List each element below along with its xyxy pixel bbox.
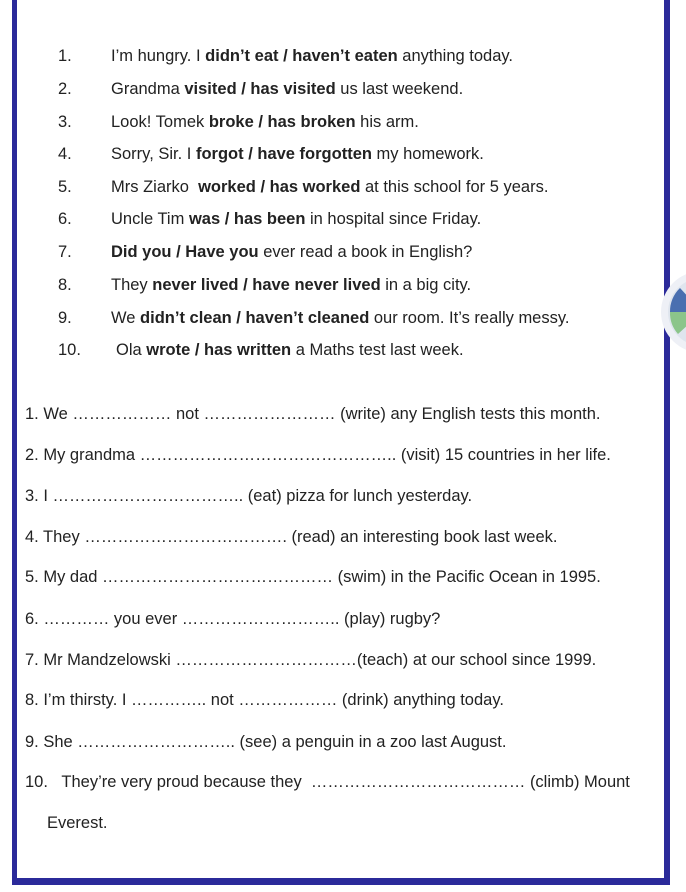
fill-in-item[interactable]: 3. I …………………………….. (eat) pizza for lunch yesterday. [25,487,473,505]
fill-in-item[interactable]: 2. My grandma ……………………………………….. (visit) 15 countries in her life. [25,446,611,464]
sentence: Sorry, Sir. I forgot / have forgotten my homework. [111,145,484,163]
item-number: 7. [58,243,72,261]
fill-in-item[interactable]: 7. Mr Mandzelowski ……………………………(teach) at our school since 1999. [25,651,597,669]
fill-in-item[interactable]: 8. I’m thirsty. I ………….. not ……………… (drink) anything today. [25,691,504,709]
choice-options[interactable]: forgot / have forgotten [195,145,372,163]
sentence: We didn’t clean / haven’t cleaned our room. It’s really messy. [111,309,570,327]
sentence: Look! Tomek broke / has broken his arm. [111,113,419,131]
choice-options[interactable]: visited / has visited [184,80,336,98]
sentence: They never lived / have never lived in a big city. [111,276,472,294]
item-number: 3. [58,113,72,131]
sentence: I’m hungry. I didn’t eat / haven’t eaten anything today. [111,47,513,65]
fill-in-item[interactable]: 9. She ……………………….. (see) a penguin in a zoo last August. [25,733,507,751]
sentence: Did you / Have you ever read a book in English? [111,243,473,261]
item-number: 1. [58,47,72,65]
item-number: 5. [58,178,72,196]
choice-options[interactable]: broke / has broken [208,113,356,131]
choice-options[interactable]: never lived / have never lived [152,276,381,294]
choice-options[interactable]: Did you / Have you [111,243,259,261]
page-border-bottom [12,878,670,885]
choice-options[interactable]: worked / has worked [198,178,361,196]
choice-options[interactable]: didn’t clean / haven’t cleaned [140,309,370,327]
decorative-circle-graphic [660,270,686,354]
sentence: Mrs Ziarko worked / has worked at this school for 5 years. [111,178,549,196]
fill-in-item[interactable]: 4. They ………………………………. (read) an interesting book last week. [25,528,558,546]
fill-in-item[interactable]: 6. ………… you ever ……………………….. (play) rugby? [25,610,441,628]
item-number: 9. [58,309,72,327]
item-number: 6. [58,210,72,228]
fill-in-item[interactable]: 5. My dad …………………………………… (swim) in the Pacific Ocean in 1995. [25,568,601,586]
item-number: 8. [58,276,72,294]
fill-in-item-continuation: Everest. [47,814,108,832]
choice-options[interactable]: didn’t eat / haven’t eaten [205,47,398,65]
sentence: Uncle Tim was / has been in hospital since Friday. [111,210,482,228]
page-border-right [664,0,670,885]
fill-in-item[interactable]: 10. They’re very proud because they ………………………………… (climb) Mount [25,773,630,791]
item-number: 10. [58,341,81,359]
choice-options[interactable]: wrote / has written [146,341,292,359]
choice-options[interactable]: was / has been [188,210,306,228]
fill-in-item[interactable]: 1. We ……………… not …………………… (write) any English tests this month. [25,405,601,423]
item-number: 4. [58,145,72,163]
page-border-left [12,0,17,885]
sentence: Grandma visited / has visited us last weekend. [111,80,464,98]
sentence: Ola wrote / has written a Maths test last week. [116,341,464,359]
item-number: 2. [58,80,72,98]
